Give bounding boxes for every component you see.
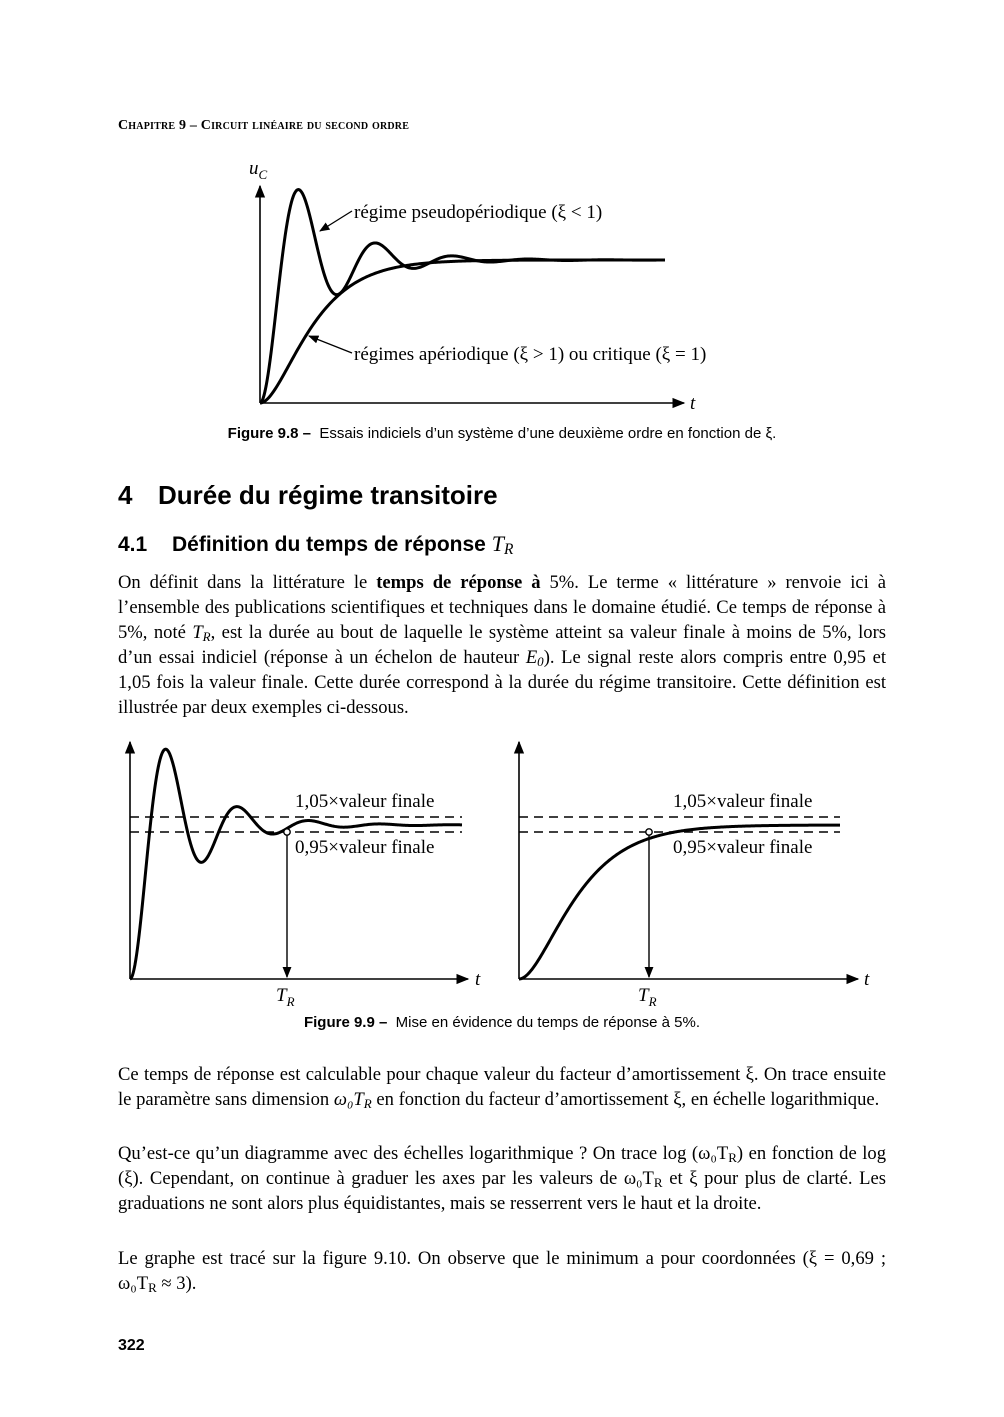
fig8-pseudo-label: régime pseudopériodique (ξ < 1) [354,202,603,223]
fig9-caption-label: Figure 9.9 – [303,1014,388,1031]
figure-9-8-caption [100,425,904,442]
fig8-x-label: t [690,393,696,414]
subsection-math: $T_R$ [491,531,514,558]
fig9-left-panel [130,742,481,1009]
section-title [118,480,498,511]
fig8-pseudo-pointer [320,211,352,231]
running-head: Chapitre 9 – Circuit linéaire du second ordre [118,118,410,133]
paragraph-calculable: Ce temps de réponse est calculable pour chaque valeur du facteur d’amortissement ξ. On trace ensuite le paramètre sans dimension $\omega_0T_R$ en fonction du facteur d’amortissement ξ, en échelle logarithmique. [118,1064,886,1111]
fig9-left-response-curve [130,749,462,979]
fig8-y-label: $u_C$ [249,158,268,182]
figure-9-8 [0,150,1004,420]
fig9-right-x-label: t [864,969,870,990]
fig9-left-tr-point [284,829,290,835]
fig9-right-tr-label: $T_R$ [638,985,657,1009]
paragraph-definition: On définit dans la littérature le temps de réponse à 5%. Le terme « littérature » renvoie ici à l’ensemble des publications scientifiques et techniques dans le domaine étudié. Ce temps de réponse à 5%, noté $T_R$, est la durée au bout de laquelle le système atteint sa valeur finale à moins de 5%, lors d’un essai indiciel (réponse à un échelon de hauteur $E_0$). Le signal reste alors compris entre 0,95 et 1,05 fois la valeur finale. Cette durée correspond à la durée du régime transitoire. Cette définition est illustrée par deux exemples ci-dessous. [118,572,886,718]
fig9-left-upper-label: 1,05×valeur finale [295,791,435,812]
fig9-left-x-label: t [475,969,481,990]
paragraph-log-scale: Qu’est-ce qu’un diagramme avec des échelles logarithmique ? On trace $\log (\omega_0T_R)$ en fonction de log (ξ). Cependant, on continue à graduer les axes par les valeurs de $\omega_0T_R$ et ξ pour plus de clarté. Les graduations ne sont alors plus équidistantes, mais se resserrent vers le haut et la droite. [118,1143,886,1214]
fig9-right-upper-label: 1,05×valeur finale [673,791,813,812]
fig9-caption-text: Mise en évidence du temps de réponse à 5%. [395,1014,701,1031]
fig8-aper-label: régimes apériodique (ξ > 1) ou critique (ξ = 1) [354,344,707,365]
figure-9-9-caption [100,1014,904,1031]
fig9-right-lower-label: 0,95×valeur finale [673,837,813,858]
fig8-caption-label: Figure 9.8 – [227,425,312,442]
fig9-right-panel [519,742,870,1009]
fig9-left-lower-label: 0,95×valeur finale [295,837,435,858]
fig8-aper-pointer [309,336,352,353]
page-number: 322 [118,1337,145,1354]
fig9-right-tr-point [646,829,652,835]
subsection-title [118,531,513,557]
subsection-text: Définition du temps de réponse [172,533,486,556]
paragraph-graph: Le graphe est tracé sur la figure 9.10. On observe que le minimum a pour coordonnées (ξ = 0,69 ; $\omega_0T_R \approx 3$). [118,1248,886,1295]
fig8-caption-text: Essais indiciels d’un système d’une deuxième ordre en fonction de ξ. [319,425,777,442]
section-number: 4 [118,480,133,510]
figure-9-9 [0,735,1004,1010]
subsection-number: 4.1 [118,533,148,556]
section-text: Durée du régime transitoire [158,480,498,510]
fig8-aperiodic-curve [260,260,665,403]
fig9-left-tr-label: $T_R$ [276,985,295,1009]
